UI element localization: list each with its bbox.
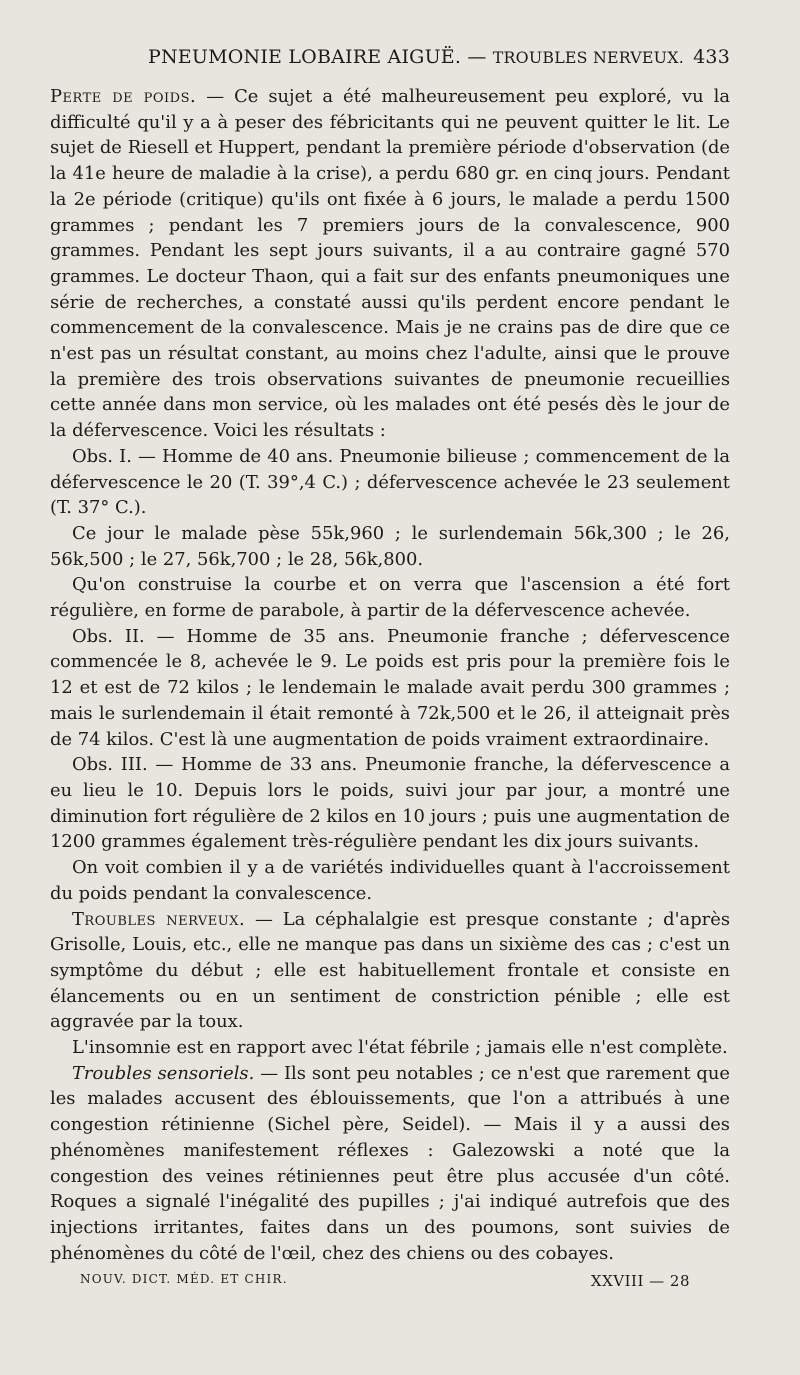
paragraph-text: Obs. III. — Homme de 33 ans. Pneumonie franche, la défervescence a eu lieu le 10. Depuis lors le poids, suivi jour par jour, a montré une diminution fort régulière de 2 kilos en 10 jours ; puis une augmentation de 1200 grammes également très-régulière pendant les dix jours suivants.: [50, 754, 730, 853]
running-title: [148, 46, 684, 68]
paragraph-text: — La céphalalgie est presque constante ; d'après Grisolle, Louis, etc., elle ne manque pas dans un sixième des cas ; c'est un symptôme du début ; elle est habituellement frontale et consiste en élancements ou en un sentiment de constriction pénible ; elle est aggravée par la toux.: [50, 908, 730, 1033]
paragraph: [50, 572, 730, 623]
paragraph: [50, 1061, 730, 1267]
page-number: 433: [693, 46, 730, 68]
signature-mark: XXVIII — 28: [590, 1272, 690, 1290]
paragraph-text: Obs. II. — Homme de 35 ans. Pneumonie franche ; défervescence commencée le 8, achevée le 9. Le poids est pris pour la première fois le 12 et est de 72 kilos ; le lendemain le malade avait perdu 300 grammes ; mais le surlendemain il était remonté à 72k,500 et le 26, il atteignait près de 74 kilos. C'est là une augmentation de poids vraiment extraordinaire.: [50, 625, 730, 750]
section-title: TROUBLES NERVEUX.: [492, 48, 684, 67]
paragraph-text: — Ils sont peu notables ; ce n'est que rarement que les malades accusent des éblouissements, que l'on a attribués à une congestion rétinienne (Sichel père, Seidel). — Mais il y a aussi des phénomènes manifestement réflexes : Galezowski a noté que la congestion des veines rétiniennes peut être plus accusée d'un côté. Roques a signalé l'inégalité des pupilles ; j'ai indiqué autrefois que des injections irritantes, faites dans un des poumons, sont suivies de phénomènes du côté de l'œil, chez des chiens ou des cobayes.: [50, 1062, 730, 1264]
paragraph-lead: Troubles nerveux.: [72, 908, 246, 930]
paragraph: [50, 444, 730, 521]
paragraph-text: Ce jour le malade pèse 55k,960 ; le surlendemain 56k,300 ; le 26, 56k,500 ; le 27, 56k,700 ; le 28, 56k,800.: [50, 522, 730, 570]
paragraph: [50, 1035, 730, 1061]
paragraph: [50, 907, 730, 1036]
running-title-text: PNEUMONIE LOBAIRE AIGUË. —: [148, 46, 487, 68]
paragraph: [50, 752, 730, 855]
paragraph: [50, 84, 730, 444]
paragraph-text: Obs. I. — Homme de 40 ans. Pneumonie bilieuse ; commencement de la défervescence le 20 (T. 39°,4 C.) ; défervescence achevée le 23 seulement (T. 37° C.).: [50, 445, 730, 519]
paragraph-text: L'insomnie est en rapport avec l'état fébrile ; jamais elle n'est complète.: [72, 1037, 728, 1059]
running-header: [148, 46, 730, 68]
paragraph: [50, 855, 730, 906]
paragraph-lead: Troubles sensoriels.: [72, 1062, 255, 1084]
paragraph-text: Qu'on construise la courbe et on verra que l'ascension a été fort régulière, en forme de parabole, à partir de la défervescence achevée.: [50, 574, 730, 622]
paragraph: [50, 624, 730, 753]
paragraph-lead: Perte de poids.: [50, 86, 197, 107]
body-text: [50, 84, 730, 1266]
paragraph-text: On voit combien il y a de variétés individuelles quant à l'accroissement du poids pendant la convalescence.: [50, 857, 730, 904]
page-footer: [80, 1272, 690, 1290]
publication-title: NOUV. DICT. MÉD. ET CHIR.: [80, 1272, 288, 1286]
paragraph: [50, 521, 730, 572]
paragraph-text: — Ce sujet a été malheureusement peu exploré, vu la difficulté qu'il y a à peser des fébricitants qui ne peuvent quitter le lit. Le sujet de Riesell et Huppert, pendant la première période d'observation (de la 41e heure de maladie à la crise), a perdu 680 gr. en cinq jours. Pendant la 2e période (critique) qu'ils ont fixée à 6 jours, le malade a perdu 1500 grammes ; pendant les 7 premiers jours de la convalescence, 900 grammes. Pendant les sept jours suivants, il a au contraire gagné 570 grammes. Le docteur Thaon, qui a fait sur des enfants pneumoniques une série de recherches, a constaté aussi qu'ils perdent encore pendant le commencement de la convalescence. Mais je ne crains pas de dire que ce n'est pas un résultat constant, au moins chez l'adulte, ainsi que le prouve la première des trois observations suivantes de pneumonie recueillies cette année dans mon service, où les malades ont été pesés dès le jour de la défervescence. Voici les résultats :: [50, 86, 731, 442]
